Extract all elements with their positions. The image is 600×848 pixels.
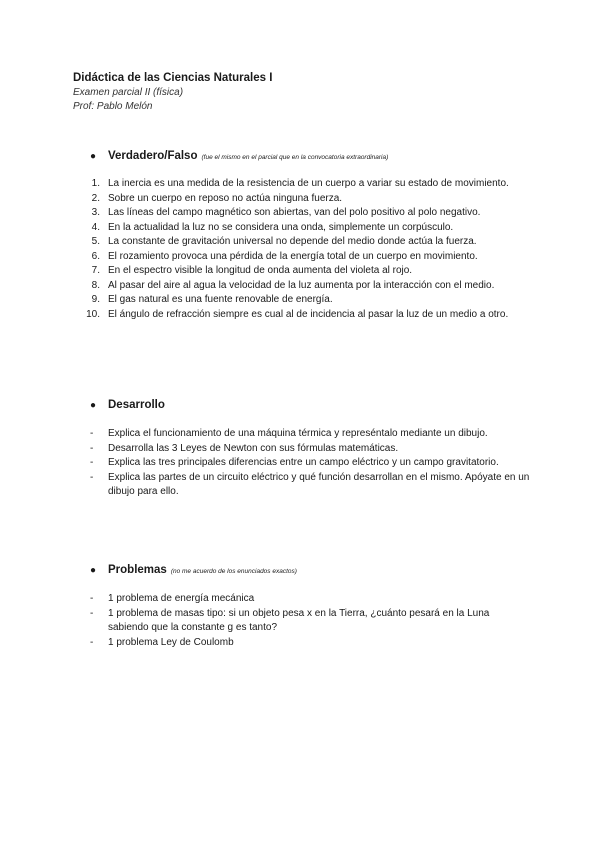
list-item: - Explica las partes de un circuito eléctrico y qué función desarrollan en el mismo. Apóyate en un dibujo para ello. xyxy=(90,471,530,497)
bullet-icon: ● xyxy=(90,565,97,576)
list-item: 5. La constante de gravitación universal no depende del medio donde actúa la fuerza. xyxy=(91,236,477,247)
section-title: Desarrollo xyxy=(108,399,165,411)
list-item: 2. Sobre un cuerpo en reposo no actúa ninguna fuerza. xyxy=(91,192,343,204)
list-item: - Explica las tres principales diferencias entre un campo eléctrico y un campo gravitatorio. xyxy=(90,457,499,468)
list-item: - 1 problema de masas tipo: si un objeto pesa x en la Tierra, ¿cuánto pesará en la Luna sabiendo que la constante g es tanto? xyxy=(90,607,490,633)
list-item: - Explica el funcionamiento de una máquina térmica y represéntalo mediante un dibujo. xyxy=(90,428,488,439)
list-item: 8. Al pasar del aire al agua la velocidad de la luz aumenta por la interacción con el medio. xyxy=(91,279,495,291)
true-false-list xyxy=(86,177,550,322)
document-title: Didáctica de las Ciencias Naturales I xyxy=(73,72,273,84)
section-note: (fue el mismo en el parcial que en la convocatoria extraordinaria) xyxy=(201,154,389,161)
bullet-icon: ● xyxy=(90,400,97,411)
list-item: 10. El ángulo de refracción siempre es cual al de incidencia al pasar la luz de un medio a otro. xyxy=(86,308,509,320)
development-list xyxy=(90,427,530,500)
list-item: 3. Las líneas del campo magnético son abiertas, van del polo positivo al polo negativo. xyxy=(91,207,481,218)
list-item: 6. El rozamiento provoca una pérdida de la energía total de un cuerpo en movimiento. xyxy=(91,250,478,262)
bullet-icon: ● xyxy=(90,151,97,162)
exam-subtitle: Examen parcial II (física) xyxy=(73,87,184,98)
list-item: 7. En el espectro visible la longitud de onda aumenta del violeta al rojo. xyxy=(91,265,413,276)
section-problems-heading xyxy=(90,563,297,579)
list-item: 9. El gas natural es una fuente renovable de energía. xyxy=(91,294,333,305)
professor-line: Prof: Pablo Melón xyxy=(73,101,153,112)
section-development-heading xyxy=(90,398,165,413)
section-note: (no me acuerdo de los enunciados exactos) xyxy=(170,568,297,575)
problems-list xyxy=(90,592,530,650)
list-item: 4. En la actualidad la luz no se considera una onda, simplemente un corpúsculo. xyxy=(91,221,454,233)
document-header xyxy=(73,71,272,114)
list-item: - Desarrolla las 3 Leyes de Newton con sus fórmulas matemáticas. xyxy=(90,442,399,454)
list-item: - 1 problema Ley de Coulomb xyxy=(90,636,234,648)
section-true-false-heading xyxy=(90,149,388,165)
list-item: 1. La inercia es una medida de la resistencia de un cuerpo a variar su estado de movimiento. xyxy=(91,178,509,189)
list-item: - 1 problema de energía mecánica xyxy=(90,593,255,604)
section-title: Verdadero/Falso xyxy=(108,150,198,162)
section-title: Problemas xyxy=(108,564,167,576)
